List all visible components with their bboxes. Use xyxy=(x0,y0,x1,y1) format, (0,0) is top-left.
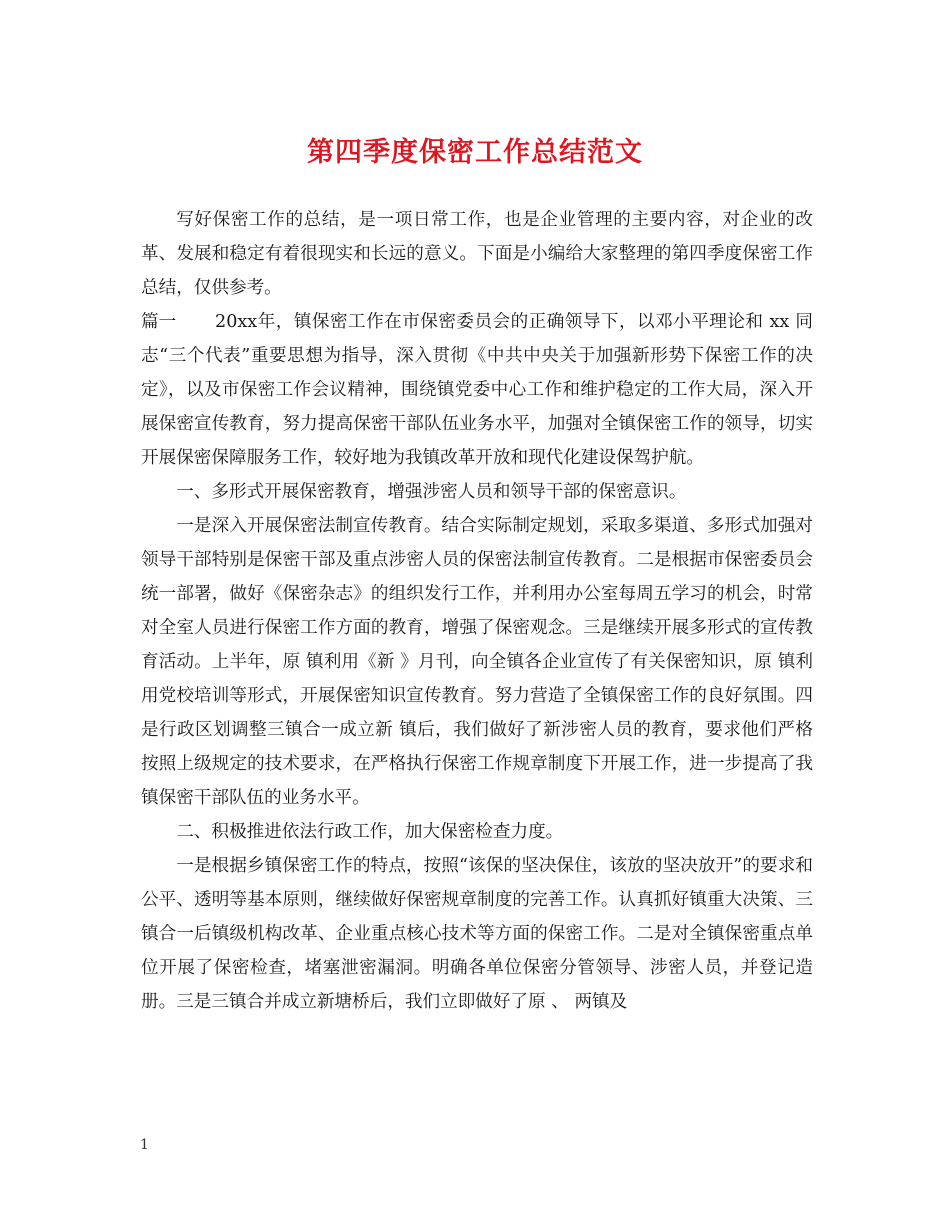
document-title: 第四季度保密工作总结范文 xyxy=(307,137,643,168)
document-body xyxy=(141,203,813,1019)
section-one-text: 20xx年，镇保密工作在市保密委员会的正确领导下，以邓小平理论和 xx 同志“三个代表”重要思想为指导，深入贯彻《中共中央关于加强新形势下保密工作的决定》，以及市保密工作会议精神，围绕镇党委中心工作和维护稳定的工作大局，深入开展保密宣传教育，努力提高保密干部队伍业务水平，加强对全镇保密工作的领导，切实开展保密保障服务工作，较好地为我镇改革开放和现代化建设保驾护航。 xyxy=(141,312,813,468)
heading-one: 一、多形式开展保密教育，增强涉密人员和领导干部的保密意识。 xyxy=(176,482,687,502)
body-paragraph-education: 一是深入开展保密法制宣传教育。结合实际制定规划，采取多渠道、多形式加强对领导干部特别是保密干部及重点涉密人员的保密法制宣传教育。二是根据市保密委员会统一部署，做好《保密杂志》的组织发行工作，并利用办公室每周五学习的机会，时常对全室人员进行保密工作方面的教育，增强了保密观念。三是继续开展多形式的宣传教育活动。上半年，原 镇利用《新 》月刊，向全镇各企业宣传了有关保密知识，原 镇利用党校培训等形式，开展保密知识宣传教育。努力营造了全镇保密工作的良好氛围。四是行政区划调整三镇合一成立新 镇后，我们做好了新涉密人员的教育，要求他们严格按照上级规定的技术要求，在严格执行保密工作规章制度下开展工作，进一步提高了我镇保密干部队伍的业务水平。 xyxy=(141,516,813,808)
body-paragraph-inspection: 一是根据乡镇保密工作的特点，按照“该保的坚决保住，该放的坚决放开”的要求和公平、透明等基本原则，继续做好保密规章制度的完善工作。认真抓好镇重大决策、三镇合一后镇级机构改革、企业重点核心技术等方面的保密工作。二是对全镇保密重点单位开展了保密检查，堵塞泄密漏洞。明确各单位保密分管领导、涉密人员，并登记造册。三是三镇合并成立新塘桥后，我们立即做好了原 、 两镇及 xyxy=(141,856,813,1012)
heading-two: 二、积极推进依法行政工作，加大保密检查力度。 xyxy=(176,822,564,842)
page-number: 1 xyxy=(140,1137,149,1153)
section-one-paragraph xyxy=(141,305,813,475)
section-label: 篇一 xyxy=(141,312,177,332)
intro-paragraph: 写好保密工作的总结，是一项日常工作，也是企业管理的主要内容，对企业的改革、发展和稳定有着很现实和长远的意义。下面是小编给大家整理的第四季度保密工作总结，仅供参考。 xyxy=(141,210,813,298)
